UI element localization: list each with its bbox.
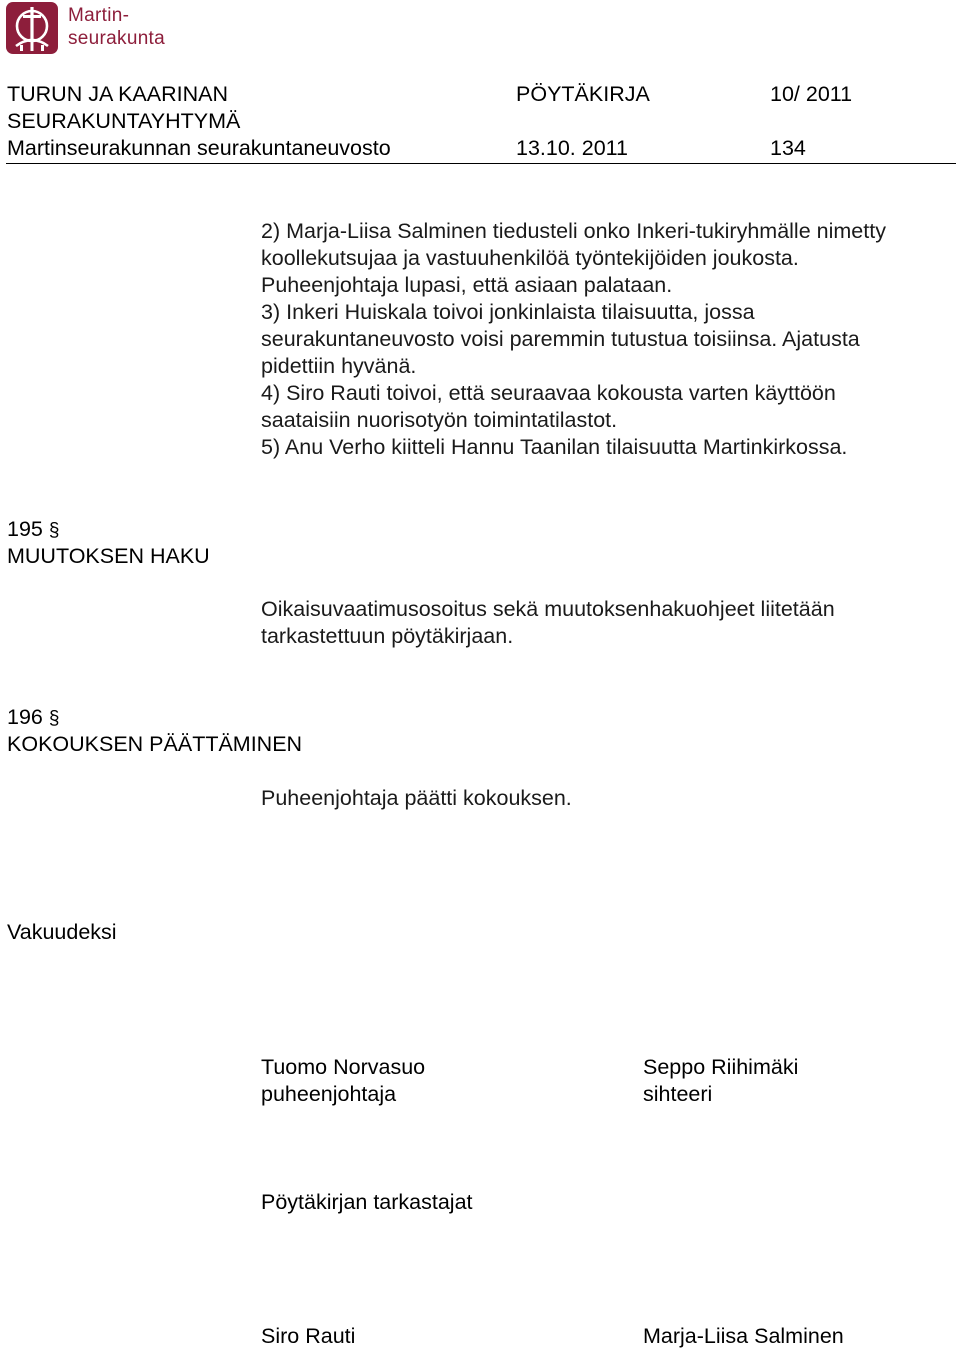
continued-line: koollekutsujaa ja vastuuhenkilöä työntekijöiden joukosta. (261, 246, 799, 270)
reviewer-1-name: Siro Rauti (261, 1324, 356, 1348)
logo-line-2: seurakunta (68, 28, 166, 49)
secretary-name: Seppo Riihimäki (643, 1055, 799, 1079)
secretary-role: sihteeri (643, 1082, 713, 1106)
document-number: 10/ 2011 (770, 82, 853, 106)
continued-line: 5) Anu Verho kiitteli Hannu Taanilan tilaisuutta Martinkirkossa. (261, 435, 848, 459)
org-name-line-1: TURUN JA KAARINAN (7, 82, 229, 106)
section-sign-icon: § (48, 520, 60, 541)
section-number: 195 (7, 517, 43, 541)
continued-line: saataisiin nuorisotyön toimintatilastot. (261, 408, 618, 432)
continued-line: seurakuntaneuvosto voisi paremmin tutustua toisiinsa. Ajatusta (261, 327, 860, 351)
logo-line-1: Martin- (68, 5, 130, 26)
continued-line: 2) Marja-Liisa Salminen tiedusteli onko Inkeri-tukiryhmälle nimetty (261, 219, 886, 243)
section-196-body (261, 785, 951, 812)
header-divider (6, 163, 956, 164)
section-body-line: Puheenjohtaja päätti kokouksen. (261, 786, 572, 810)
continued-line: 4) Siro Rauti toivoi, että seuraavaa kokousta varten käyttöön (261, 381, 836, 405)
continued-items (261, 218, 951, 461)
continued-line: Puheenjohtaja lupasi, että asiaan palataan. (261, 273, 673, 297)
section-196-title: KOKOUKSEN PÄÄTTÄMINEN (7, 732, 303, 756)
chair-role: puheenjohtaja (261, 1082, 397, 1106)
reviewers-heading: Pöytäkirjan tarkastajat (261, 1190, 473, 1214)
page-number: 134 (770, 136, 806, 160)
section-195-title: MUUTOKSEN HAKU (7, 544, 210, 568)
section-sign-icon: § (48, 708, 60, 729)
continued-line: pidettiin hyvänä. (261, 354, 417, 378)
document-type: PÖYTÄKIRJA (516, 82, 650, 106)
martinseurakunta-logo (6, 2, 196, 56)
continued-line: 3) Inkeri Huiskala toivoi jonkinlaista tilaisuutta, jossa (261, 300, 755, 324)
church-cross-logo-icon (6, 2, 58, 54)
section-body-line: Oikaisuvaatimusosoitus sekä muutoksenhakuohjeet liitetään (261, 597, 835, 621)
attestation-heading: Vakuudeksi (7, 920, 117, 944)
council-name: Martinseurakunnan seurakuntaneuvosto (7, 136, 391, 160)
section-body-line: tarkastettuun pöytäkirjaan. (261, 624, 514, 648)
section-number: 196 (7, 705, 43, 729)
logo-wordmark (68, 4, 165, 50)
section-195-number (7, 516, 59, 544)
meeting-date: 13.10. 2011 (516, 136, 628, 160)
chair-name: Tuomo Norvasuo (261, 1055, 426, 1079)
section-195-body (261, 596, 951, 650)
reviewer-2-name: Marja-Liisa Salminen (643, 1324, 844, 1348)
section-196-number (7, 704, 59, 732)
org-name-line-2: SEURAKUNTAYHTYMÄ (7, 109, 241, 133)
